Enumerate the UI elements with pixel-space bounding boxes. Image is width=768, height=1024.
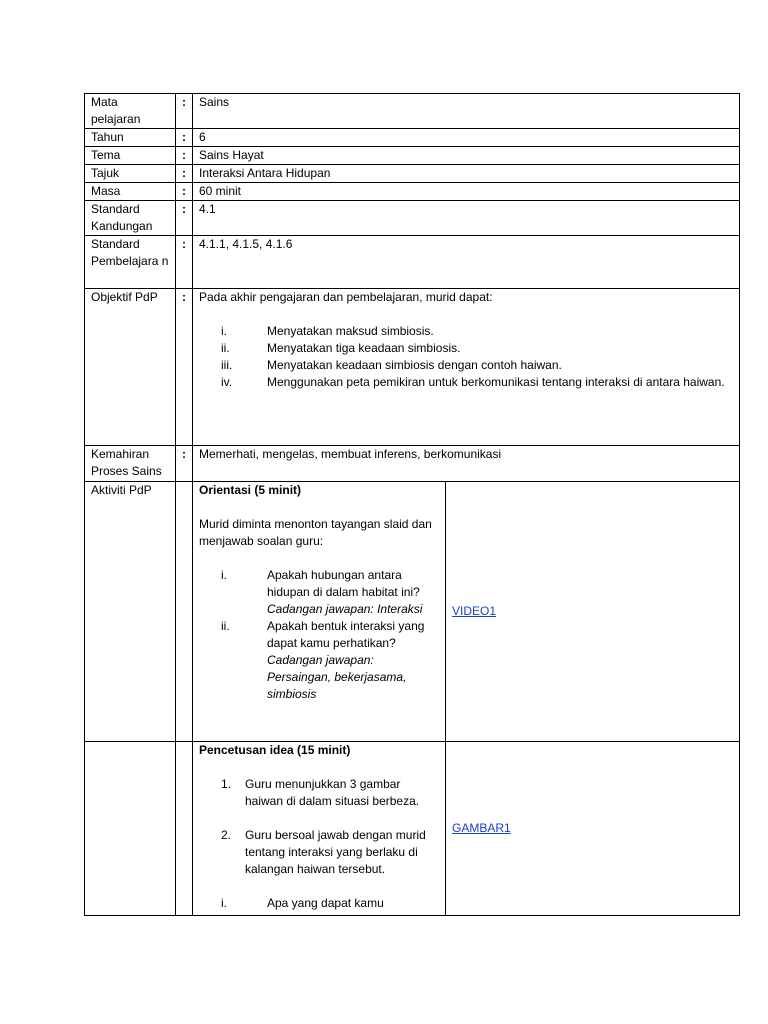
colon: :	[176, 165, 193, 183]
orientasi-list	[199, 567, 439, 703]
value-kemahiran: Memerhati, mengelas, membuat inferens, berkomunikasi	[193, 446, 740, 482]
list-item: ii. Menyatakan tiga keadaan simbiosis.	[221, 341, 461, 355]
video1-link[interactable]: VIDEO1	[452, 604, 497, 618]
label-standard-kandungan: Standard Kandungan	[85, 201, 176, 236]
colon: :	[176, 94, 193, 129]
row-tajuk	[85, 165, 740, 183]
list-item: i. Apa yang dapat kamu	[221, 896, 384, 910]
objektif-list	[199, 323, 733, 391]
list-spacer	[199, 810, 439, 827]
label-masa: Masa	[85, 183, 176, 201]
empty-cell	[176, 482, 193, 742]
list-item: i. Menyatakan maksud simbiosis.	[221, 324, 434, 338]
colon: :	[176, 201, 193, 236]
label-standard-pembelajaran: Standard Pembelajara n	[85, 236, 176, 289]
list-item: iii. Menyatakan keadaan simbiosis dengan contoh haiwan.	[221, 358, 562, 372]
colon: :	[176, 147, 193, 165]
row-standard-pembelajaran	[85, 236, 740, 289]
empty-cell	[85, 742, 176, 916]
row-mata-pelajaran	[85, 94, 740, 129]
pencetusan-sub-list	[199, 895, 439, 912]
value-standard-pembelajaran: 4.1.1, 4.1.5, 4.1.6	[193, 236, 740, 289]
row-objektif	[85, 289, 740, 446]
label-mata-pelajaran: Mata pelajaran	[85, 94, 176, 129]
value-masa: 60 minit	[193, 183, 740, 201]
empty-cell	[176, 742, 193, 916]
row-masa	[85, 183, 740, 201]
label-tema: Tema	[85, 147, 176, 165]
value-tema: Sains Hayat	[193, 147, 740, 165]
colon: :	[176, 236, 193, 289]
label-tajuk: Tajuk	[85, 165, 176, 183]
value-standard-kandungan: 4.1	[193, 201, 740, 236]
orientasi-heading: Orientasi (5 minit)	[199, 483, 302, 497]
orientasi-content	[193, 482, 446, 742]
row-tahun	[85, 129, 740, 147]
value-mata-pelajaran: Sains	[193, 94, 740, 129]
objektif-intro: Pada akhir pengajaran dan pembelajaran, murid dapat:	[199, 290, 493, 304]
pencetusan-content	[193, 742, 446, 916]
list-item: 2. Guru bersoal jawab dengan murid tentang interaksi yang berlaku di kalangan haiwan tersebut.	[221, 828, 426, 876]
value-tahun: 6	[193, 129, 740, 147]
lesson-plan-table	[84, 93, 740, 916]
gambar1-link[interactable]: GAMBAR1	[452, 821, 511, 835]
pencetusan-list	[199, 776, 439, 878]
colon: :	[176, 129, 193, 147]
colon: :	[176, 183, 193, 201]
orientasi-link-cell	[446, 482, 740, 742]
label-objektif: Objektif PdP	[85, 289, 176, 446]
list-item: 1. Guru menunjukkan 3 gambar haiwan di dalam situasi berbeza.	[221, 777, 420, 808]
pencetusan-heading: Pencetusan idea (15 minit)	[199, 743, 351, 757]
label-kemahiran: Kemahiran Proses Sains	[85, 446, 176, 482]
row-aktiviti-orientasi	[85, 482, 740, 742]
pencetusan-link-cell	[446, 742, 740, 916]
list-item: iv. Menggunakan peta pemikiran untuk berkomunikasi tentang interaksi di antara haiwan.	[221, 375, 725, 389]
value-tajuk: Interaksi Antara Hidupan	[193, 165, 740, 183]
value-objektif	[193, 289, 740, 446]
label-tahun: Tahun	[85, 129, 176, 147]
row-tema	[85, 147, 740, 165]
colon: :	[176, 289, 193, 446]
colon: :	[176, 446, 193, 482]
list-item: i. Apakah hubungan antara hidupan di dalam habitat ini? Cadangan jawapan: Interaksi	[221, 568, 423, 616]
orientasi-intro: Murid diminta menonton tayangan slaid dan menjawab soalan guru:	[199, 517, 432, 548]
label-aktiviti: Aktiviti PdP	[85, 482, 176, 742]
list-item: ii. Apakah bentuk interaksi yang dapat kamu perhatikan? Cadangan jawapan: Persaingan, bekerjasama, simbiosis	[221, 619, 425, 701]
row-kemahiran	[85, 446, 740, 482]
row-aktiviti-pencetusan	[85, 742, 740, 916]
row-standard-kandungan	[85, 201, 740, 236]
